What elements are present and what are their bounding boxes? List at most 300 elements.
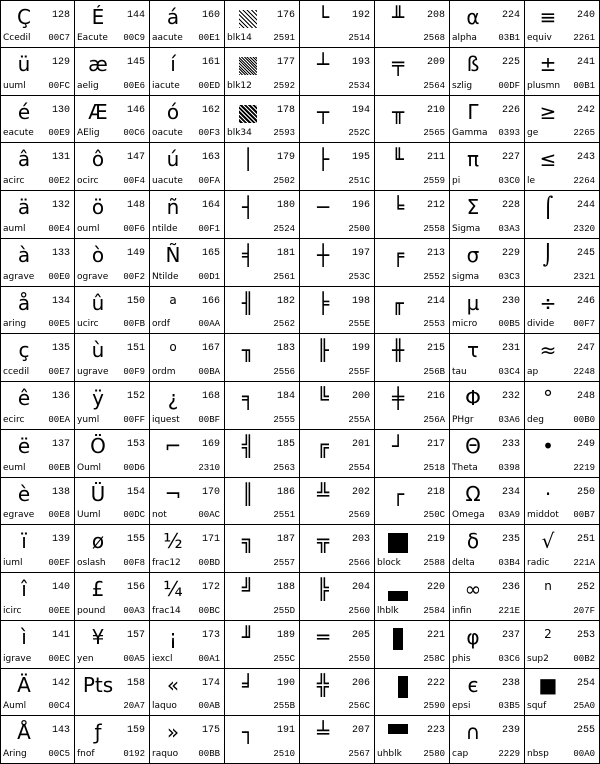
char-unicode-hex: 2554 [348, 463, 370, 473]
char-cell [75, 716, 150, 764]
char-decimal-code: 216 [426, 391, 445, 402]
char-unicode-hex: 00C7 [48, 33, 70, 43]
char-decimal-code: 231 [501, 343, 520, 354]
char-cell [375, 525, 450, 573]
char-cell [0, 334, 75, 382]
char-glyph: ø [91, 529, 105, 553]
char-glyph: É [91, 5, 105, 29]
char-glyph: └ [316, 5, 330, 29]
char-cell [150, 478, 225, 525]
char-cell [75, 430, 150, 478]
char-cell [75, 287, 150, 334]
char-decimal-code: 153 [126, 439, 145, 450]
char-entity-name: ge [527, 128, 539, 138]
char-decimal-code: 208 [426, 10, 445, 21]
char-decimal-code: 219 [426, 534, 445, 545]
char-glyph: Θ [465, 434, 481, 458]
char-decimal-code: 139 [51, 534, 70, 545]
char-cell [75, 478, 150, 525]
char-entity-name: infin [452, 606, 472, 616]
char-glyph: σ [466, 243, 480, 267]
char-cell [375, 621, 450, 669]
char-decimal-code: 167 [201, 343, 220, 354]
char-cell [525, 573, 600, 621]
char-cell [525, 669, 600, 716]
char-entity-name: cap [452, 749, 469, 759]
char-glyph: ╛ [241, 673, 255, 697]
char-unicode-hex: 2565 [423, 128, 445, 138]
char-entity-name: oslash [77, 558, 106, 568]
char-unicode-hex: 00BB [198, 749, 220, 759]
char-unicode-hex: 0192 [123, 749, 145, 759]
char-decimal-code: 210 [426, 105, 445, 116]
char-cell [225, 143, 300, 191]
block-element-icon [388, 533, 408, 553]
char-glyph: α [466, 5, 480, 29]
char-decimal-code: 248 [576, 391, 595, 402]
char-cell [450, 478, 525, 525]
char-glyph: ë [17, 434, 31, 458]
char-entity-name: middot [527, 510, 559, 520]
char-glyph: ┘ [391, 434, 405, 458]
char-cell [450, 716, 525, 764]
char-unicode-hex: 2321 [573, 272, 595, 282]
char-glyph: æ [88, 52, 108, 76]
block-element-icon [398, 676, 408, 698]
char-decimal-code: 246 [576, 296, 595, 307]
char-glyph: ° [543, 386, 553, 410]
char-glyph: í [170, 52, 176, 76]
char-entity-name: AElig [77, 128, 100, 138]
char-glyph: τ [466, 338, 480, 362]
char-entity-name: laquo [152, 701, 177, 711]
char-cell [300, 287, 375, 334]
char-unicode-hex: 2563 [273, 463, 295, 473]
char-entity-name: aacute [152, 33, 183, 43]
char-cell [225, 573, 300, 621]
char-entity-name: le [527, 176, 536, 186]
char-unicode-hex: 03A6 [498, 415, 520, 425]
char-glyph: ╒ [391, 243, 405, 267]
char-entity-name: Sigma [452, 224, 481, 234]
char-unicode-hex: 2261 [573, 33, 595, 43]
char-decimal-code: 252 [576, 582, 595, 593]
char-glyph: a [169, 293, 177, 307]
char-decimal-code: 233 [501, 439, 520, 450]
char-entity-name: epsi [452, 701, 471, 711]
char-unicode-hex: 2593 [273, 128, 295, 138]
char-decimal-code: 242 [576, 105, 595, 116]
char-decimal-code: 173 [201, 630, 220, 641]
char-decimal-code: 198 [351, 296, 370, 307]
char-decimal-code: 221 [426, 630, 445, 641]
char-glyph: « [166, 673, 180, 697]
char-decimal-code: 209 [426, 57, 445, 68]
char-unicode-hex: 00E2 [48, 176, 70, 186]
char-glyph: ó [166, 100, 180, 124]
char-glyph: ║ [241, 482, 255, 506]
char-glyph: µ [466, 291, 480, 315]
char-decimal-code: 178 [276, 105, 295, 116]
char-unicode-hex: 2580 [423, 749, 445, 759]
char-cell [375, 669, 450, 716]
char-cell [0, 143, 75, 191]
char-cell [0, 382, 75, 430]
char-decimal-code: 170 [201, 487, 220, 498]
char-cell [375, 334, 450, 382]
char-decimal-code: 158 [126, 678, 145, 689]
char-glyph [377, 576, 419, 603]
char-unicode-hex: 2564 [423, 81, 445, 91]
char-entity-name: block [377, 558, 401, 568]
char-glyph: ç [18, 338, 30, 362]
char-decimal-code: 234 [501, 487, 520, 498]
char-unicode-hex: 00AA [198, 319, 220, 329]
char-decimal-code: 223 [426, 725, 445, 736]
char-glyph: ┌ [391, 482, 405, 506]
char-cell [150, 334, 225, 382]
char-unicode-hex: 2567 [348, 749, 370, 759]
char-unicode-hex: 00DF [498, 81, 520, 91]
char-entity-name: raquo [152, 749, 179, 759]
char-cell [150, 96, 225, 143]
char-cell [0, 621, 75, 669]
char-decimal-code: 188 [276, 582, 295, 593]
char-glyph: ╜ [241, 625, 255, 649]
char-unicode-hex: 03B4 [498, 558, 520, 568]
char-cell [450, 0, 525, 48]
char-glyph: · [544, 482, 552, 506]
char-entity-name: ordm [152, 367, 176, 377]
char-entity-name: lhblk [377, 606, 399, 616]
char-glyph: ⌐ [164, 434, 182, 458]
char-unicode-hex: 00F9 [123, 367, 145, 377]
char-unicode-hex: 00B5 [498, 319, 520, 329]
char-unicode-hex: 2588 [423, 558, 445, 568]
char-glyph: ÿ [92, 386, 104, 410]
char-glyph: Ö [90, 434, 106, 458]
char-cell [525, 430, 600, 478]
char-unicode-hex: 00E1 [198, 33, 220, 43]
char-unicode-hex: 00A5 [123, 654, 145, 664]
char-glyph: ¼ [163, 577, 183, 601]
char-decimal-code: 147 [126, 152, 145, 163]
char-entity-name: nbsp [527, 749, 549, 759]
char-glyph: ö [91, 195, 105, 219]
char-cell [300, 191, 375, 239]
char-cell [150, 143, 225, 191]
char-glyph: ┤ [241, 195, 255, 219]
char-decimal-code: 142 [51, 678, 70, 689]
char-entity-name: ucirc [77, 319, 99, 329]
char-unicode-hex: 00C6 [123, 128, 145, 138]
char-unicode-hex: 2248 [573, 367, 595, 377]
char-glyph: ╡ [241, 243, 255, 267]
char-entity-name: auml [3, 224, 26, 234]
char-glyph: » [166, 720, 180, 744]
char-cell [150, 430, 225, 478]
char-glyph: ┬ [316, 100, 330, 124]
char-cell [300, 478, 375, 525]
char-glyph: å [17, 291, 31, 315]
char-decimal-code: 148 [126, 200, 145, 211]
char-decimal-code: 145 [126, 57, 145, 68]
char-unicode-hex: 250C [423, 510, 445, 520]
char-entity-name: Auml [3, 701, 27, 711]
char-decimal-code: 144 [126, 10, 145, 21]
char-cell [375, 0, 450, 48]
char-decimal-code: 206 [351, 678, 370, 689]
char-decimal-code: 255 [576, 725, 595, 736]
char-entity-name: oacute [152, 128, 183, 138]
char-cell [225, 669, 300, 716]
char-entity-name: sup2 [527, 654, 549, 664]
char-unicode-hex: 2264 [573, 176, 595, 186]
block-element-icon [388, 724, 408, 734]
char-cell [375, 239, 450, 287]
char-cell [150, 48, 225, 96]
char-entity-name: uhblk [377, 749, 402, 759]
char-decimal-code: 137 [51, 439, 70, 450]
char-cell [375, 287, 450, 334]
char-cell [450, 239, 525, 287]
char-decimal-code: 241 [576, 57, 595, 68]
char-glyph: Σ [466, 195, 480, 219]
char-cell [75, 48, 150, 96]
char-glyph: ╧ [316, 720, 330, 744]
char-decimal-code: 176 [276, 10, 295, 21]
char-decimal-code: 161 [201, 57, 220, 68]
char-decimal-code: 162 [201, 105, 220, 116]
char-glyph: ½ [163, 529, 183, 553]
char-glyph: ╔ [316, 434, 330, 458]
char-cell [300, 716, 375, 764]
char-cell [525, 287, 600, 334]
char-glyph [227, 51, 269, 78]
char-entity-name: uuml [3, 81, 26, 91]
char-decimal-code: 131 [51, 152, 70, 163]
char-decimal-code: 229 [501, 248, 520, 259]
char-glyph: ╣ [241, 434, 255, 458]
char-glyph: ÷ [539, 291, 557, 315]
char-unicode-hex: 2229 [498, 749, 520, 759]
char-cell [75, 191, 150, 239]
char-unicode-hex: 2219 [573, 463, 595, 473]
char-cell [525, 191, 600, 239]
char-glyph: π [466, 147, 480, 171]
char-decimal-code: 230 [501, 296, 520, 307]
char-glyph: φ [466, 625, 480, 649]
char-unicode-hex: 2534 [348, 81, 370, 91]
char-cell [150, 239, 225, 287]
char-glyph: ╚ [316, 386, 330, 410]
char-cell [450, 525, 525, 573]
char-glyph: ô [91, 147, 105, 171]
char-entity-name: blk12 [227, 81, 252, 91]
char-unicode-hex: 2518 [423, 463, 445, 473]
char-cell [150, 525, 225, 573]
char-glyph: √ [541, 529, 555, 553]
char-unicode-hex: 03A3 [498, 224, 520, 234]
char-cell [300, 573, 375, 621]
char-unicode-hex: 00DC [123, 510, 145, 520]
char-unicode-hex: 2555 [273, 415, 295, 425]
char-glyph: ═ [316, 625, 330, 649]
char-cell [75, 239, 150, 287]
char-unicode-hex: 258C [423, 654, 445, 664]
char-decimal-code: 177 [276, 57, 295, 68]
char-decimal-code: 151 [126, 343, 145, 354]
char-entity-name: sigma [452, 272, 480, 282]
char-entity-name: iexcl [152, 654, 173, 664]
char-entity-name: ograve [77, 272, 109, 282]
char-decimal-code: 207 [351, 725, 370, 736]
char-decimal-code: 174 [201, 678, 220, 689]
char-cell [150, 382, 225, 430]
char-glyph: Pts [82, 673, 114, 697]
char-entity-name: micro [452, 319, 478, 329]
char-cell [0, 573, 75, 621]
char-unicode-hex: 03A9 [498, 510, 520, 520]
char-glyph: è [17, 482, 31, 506]
char-entity-name: ntilde [152, 224, 178, 234]
char-cell [0, 669, 75, 716]
char-glyph: û [91, 291, 105, 315]
char-cell [75, 669, 150, 716]
char-decimal-code: 204 [351, 582, 370, 593]
char-unicode-hex: 00EE [48, 606, 70, 616]
char-glyph: ⌡ [542, 243, 554, 267]
char-decimal-code: 134 [51, 296, 70, 307]
char-decimal-code: 211 [426, 152, 445, 163]
char-glyph: £ [91, 577, 105, 601]
char-decimal-code: 205 [351, 630, 370, 641]
char-cell [0, 716, 75, 764]
char-unicode-hex: 255D [273, 606, 295, 616]
char-decimal-code: 132 [51, 200, 70, 211]
char-entity-name: ordf [152, 319, 170, 329]
char-unicode-hex: 00EB [48, 463, 70, 473]
char-unicode-hex: 255C [273, 654, 295, 664]
char-cell [450, 430, 525, 478]
char-glyph: à [17, 243, 31, 267]
char-glyph: Ç [17, 5, 31, 29]
char-decimal-code: 213 [426, 248, 445, 259]
char-unicode-hex: 255E [348, 319, 370, 329]
char-entity-name: ccedil [3, 367, 30, 377]
char-glyph: ╖ [241, 338, 255, 362]
char-unicode-hex: 2560 [348, 606, 370, 616]
char-glyph: é [17, 100, 31, 124]
char-unicode-hex: 03B5 [498, 701, 520, 711]
char-cell [375, 191, 450, 239]
char-entity-name: Eacute [77, 33, 108, 43]
char-glyph: ¬ [164, 482, 182, 506]
char-cell [150, 573, 225, 621]
char-decimal-code: 225 [501, 57, 520, 68]
char-cell [450, 669, 525, 716]
char-unicode-hex: 00F2 [123, 272, 145, 282]
char-glyph: 2 [544, 627, 552, 641]
char-decimal-code: 166 [201, 296, 220, 307]
char-unicode-hex: 2524 [273, 224, 295, 234]
char-unicode-hex: 00F8 [123, 558, 145, 568]
char-decimal-code: 159 [126, 725, 145, 736]
char-unicode-hex: 00AC [198, 510, 220, 520]
char-unicode-hex: 2569 [348, 510, 370, 520]
char-glyph: ê [17, 386, 31, 410]
char-cell [75, 0, 150, 48]
char-entity-name: pi [452, 176, 461, 186]
char-decimal-code: 133 [51, 248, 70, 259]
char-unicode-hex: 221A [573, 558, 595, 568]
char-entity-name: Aring [3, 749, 27, 759]
char-decimal-code: 244 [576, 200, 595, 211]
char-glyph [227, 99, 269, 126]
char-decimal-code: 224 [501, 10, 520, 21]
char-unicode-hex: 00ED [198, 81, 220, 91]
char-decimal-code: 187 [276, 534, 295, 545]
char-decimal-code: 200 [351, 391, 370, 402]
char-decimal-code: 186 [276, 487, 295, 498]
char-glyph: ╕ [241, 386, 255, 410]
char-decimal-code: 247 [576, 343, 595, 354]
char-decimal-code: 240 [576, 10, 595, 21]
char-unicode-hex: 00FA [198, 176, 220, 186]
char-cell [0, 430, 75, 478]
char-entity-name: eacute [3, 128, 34, 138]
char-entity-name: iuml [3, 558, 23, 568]
char-glyph: ≈ [539, 338, 557, 362]
char-unicode-hex: 2550 [348, 654, 370, 664]
char-entity-name: aring [3, 319, 27, 329]
char-decimal-code: 156 [126, 582, 145, 593]
char-decimal-code: 143 [51, 725, 70, 736]
char-entity-name: ouml [77, 224, 100, 234]
char-unicode-hex: 00B7 [573, 510, 595, 520]
char-unicode-hex: 00EC [48, 654, 70, 664]
char-unicode-hex: 00F7 [573, 319, 595, 329]
char-entity-name: frac14 [152, 606, 181, 616]
char-glyph: ╨ [391, 5, 405, 29]
char-decimal-code: 184 [276, 391, 295, 402]
char-glyph: n [544, 579, 552, 593]
char-entity-name: ugrave [77, 367, 109, 377]
char-entity-name: Uuml [77, 510, 101, 520]
char-cell [225, 716, 300, 764]
char-decimal-code: 249 [576, 439, 595, 450]
char-decimal-code: 253 [576, 630, 595, 641]
char-unicode-hex: 00F4 [123, 176, 145, 186]
shade-block-icon [239, 105, 257, 123]
char-glyph: Å [17, 720, 31, 744]
char-unicode-hex: 00A3 [123, 606, 145, 616]
char-decimal-code: 222 [426, 678, 445, 689]
char-entity-name: uacute [152, 176, 183, 186]
char-glyph: ∩ [465, 720, 481, 744]
char-unicode-hex: 20A7 [123, 701, 145, 711]
char-cell [150, 287, 225, 334]
char-cell [525, 334, 600, 382]
char-entity-name: PHgr [452, 415, 474, 425]
char-glyph: ú [166, 147, 180, 171]
char-decimal-code: 136 [51, 391, 70, 402]
char-unicode-hex: 00E6 [123, 81, 145, 91]
char-cell [525, 478, 600, 525]
char-entity-name: deg [527, 415, 544, 425]
char-unicode-hex: 2561 [273, 272, 295, 282]
char-glyph: ■ [538, 673, 558, 697]
